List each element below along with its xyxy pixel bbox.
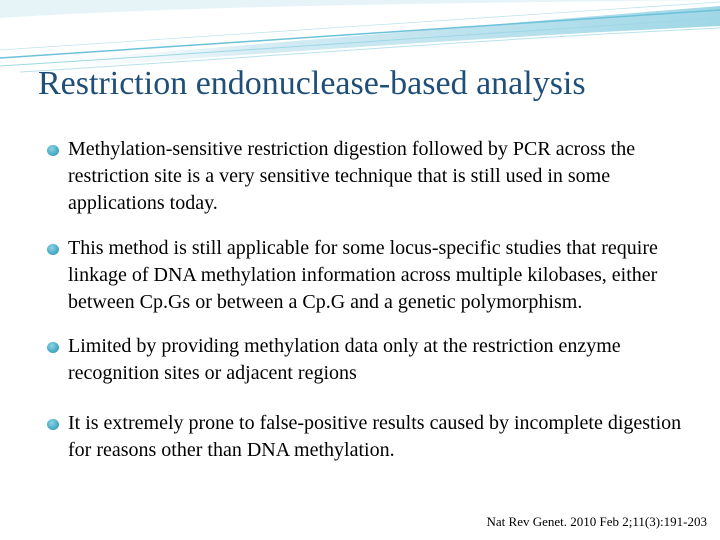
bullet-text: This method is still applicable for some locus-specific studies that require linkage of DNA methylation information across multiple kilobases, either between Cp.Gs or between a Cp.G and a genetic polymorphism.	[68, 237, 658, 313]
bullet-list	[47, 136, 687, 482]
bullet-dot-icon	[47, 342, 59, 353]
bullet-item	[47, 410, 687, 464]
bullet-item	[47, 333, 687, 387]
decor-line	[0, 18, 720, 66]
bullet-text: Limited by providing methylation data only at the restriction enzyme recognition sites or adjacent regions	[68, 335, 621, 384]
bullet-item	[47, 136, 687, 217]
bullet-dot-icon	[47, 244, 59, 255]
slide-title: Restriction endonuclease-based analysis	[38, 65, 586, 102]
bullet-dot-icon	[47, 145, 59, 156]
bullet-dot-icon	[47, 419, 59, 430]
citation: Nat Rev Genet. 2010 Feb 2;11(3):191-203	[486, 514, 707, 529]
bullet-item	[47, 235, 687, 316]
bullet-text: It is extremely prone to false-positive results caused by incomplete digestion for reasons other than DNA methylation.	[68, 412, 682, 461]
bullet-text: Methylation-sensitive restriction digestion followed by PCR across the restriction site is a very sensitive technique that is still used in some applications today.	[68, 138, 636, 214]
